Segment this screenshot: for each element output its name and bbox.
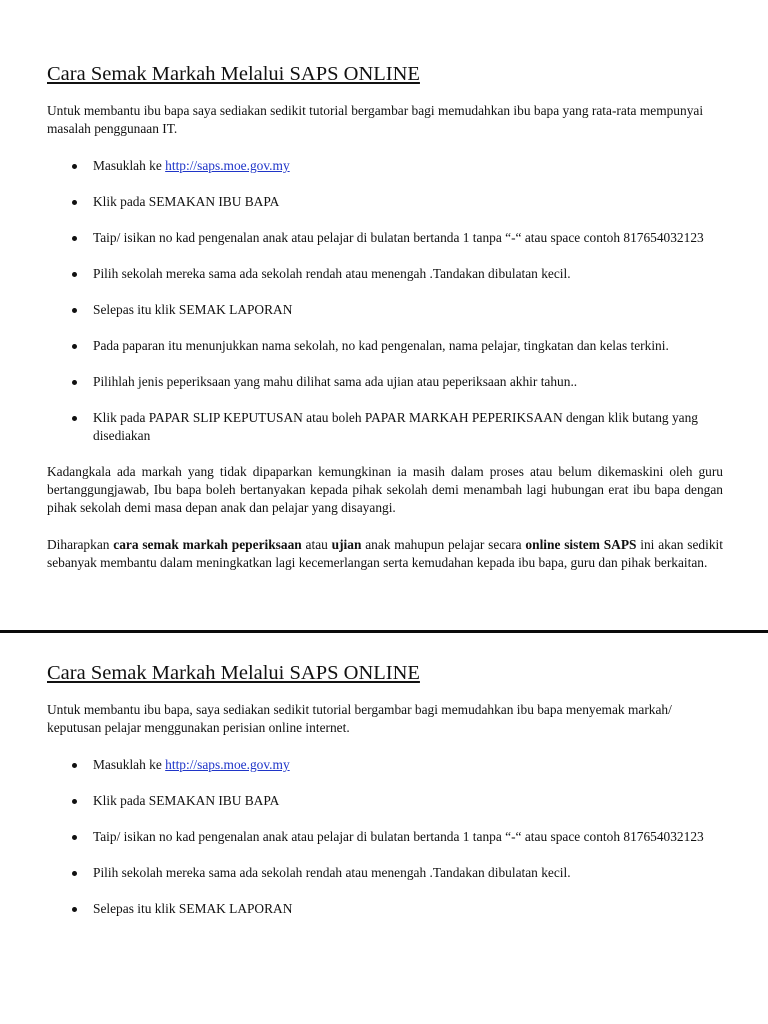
list-item (47, 409, 723, 445)
bullet-icon (72, 380, 77, 385)
bullet-icon (72, 835, 77, 840)
bullet-icon (72, 200, 77, 205)
note-paragraph: Kadangkala ada markah yang tidak dipaparkan kemungkinan ia masih dalam proses atau belum dikemaskini oleh guru bertanggungjawab, Ibu bapa boleh bertanyakan kepada pihak sekolah demi menambah lagi hubungan erat ibu bapa dengan pihak sekolah demi masa depan anak dan pelajar yang disayangi. (47, 464, 723, 515)
list-item (47, 301, 723, 319)
list-item (47, 265, 723, 283)
step-text: Klik pada SEMAKAN IBU BAPA (93, 194, 280, 209)
list-item (47, 157, 723, 175)
list-item (47, 193, 723, 211)
closing-text: anak mahupun pelajar secara (361, 537, 526, 552)
bullet-icon (72, 871, 77, 876)
list-item (47, 792, 723, 810)
step-text: Pilih sekolah mereka sama ada sekolah rendah atau menengah .Tandakan dibulatan kecil. (93, 865, 571, 880)
closing-text: ini akan sedikit sebanyak membantu dalam meningkatkan lagi kecemerlangan serta kemudahan kepada ibu bapa, guru dan pihak berkaitan. (47, 537, 723, 570)
step-text: Pilih sekolah mereka sama ada sekolah rendah atau menengah .Tandakan dibulatan kecil. (93, 266, 571, 281)
bullet-icon (72, 272, 77, 277)
bullet-icon (72, 907, 77, 912)
step-text: Selepas itu klik SEMAK LAPORAN (93, 302, 293, 317)
list-item (47, 900, 723, 918)
step-text: Pada paparan itu menunjukkan nama sekolah, no kad pengenalan, nama pelajar, tingkatan dan kelas terkini. (93, 338, 669, 353)
list-item (47, 373, 723, 391)
step-prefix: Masuklah ke (93, 158, 166, 173)
bullet-icon (72, 236, 77, 241)
step-text: Taip/ isikan no kad pengenalan anak atau pelajar di bulatan bertanda 1 tanpa “-“ atau space contoh 817654032123 (93, 230, 704, 245)
bullet-icon (72, 799, 77, 804)
closing-bold-text: ujian (331, 537, 362, 552)
closing-bold-text: cara semak markah peperiksaan (113, 537, 302, 552)
list-item (47, 828, 723, 846)
page-divider (0, 630, 768, 633)
bullet-icon (72, 344, 77, 349)
list-item (47, 756, 723, 774)
list-item (47, 864, 723, 882)
step-prefix: Masuklah ke (93, 757, 166, 772)
intro-paragraph: Untuk membantu ibu bapa, saya sediakan sedikit tutorial bergambar bagi memudahkan ibu bapa menyemak markah/ keputusan pelajar menggunakan perisian online internet. (47, 702, 672, 735)
step-text: Klik pada PAPAR SLIP KEPUTUSAN atau boleh PAPAR MARKAH PEPERIKSAAN dengan klik butang yang disediakan (93, 410, 698, 443)
steps-list (47, 756, 723, 918)
closing-bold-text: online sistem SAPS (525, 537, 637, 552)
closing-text: atau (301, 537, 332, 552)
step-text: Pilihlah jenis peperiksaan yang mahu dilihat sama ada ujian atau peperiksaan akhir tahun.. (93, 374, 578, 389)
bullet-icon (72, 763, 77, 768)
step-text: Taip/ isikan no kad pengenalan anak atau pelajar di bulatan bertanda 1 tanpa “-“ atau space contoh 817654032123 (93, 829, 704, 844)
step-text: Klik pada SEMAKAN IBU BAPA (93, 793, 280, 808)
closing-text: Diharapkan (47, 537, 114, 552)
saps-link[interactable]: http://saps.moe.gov.my (165, 757, 290, 772)
bullet-icon (72, 308, 77, 313)
bullet-icon (72, 416, 77, 421)
page-title: Cara Semak Markah Melalui SAPS ONLINE (47, 662, 420, 684)
saps-link[interactable]: http://saps.moe.gov.my (165, 158, 290, 173)
steps-list (47, 157, 723, 445)
page-title: Cara Semak Markah Melalui SAPS ONLINE (47, 63, 420, 85)
step-text: Selepas itu klik SEMAK LAPORAN (93, 901, 293, 916)
list-item (47, 337, 723, 355)
closing-paragraph (47, 536, 723, 572)
document-page-2 (47, 661, 723, 936)
document-page-1 (47, 62, 723, 572)
intro-paragraph: Untuk membantu ibu bapa saya sediakan sedikit tutorial bergambar bagi memudahkan ibu bapa yang rata-rata mempunyai masalah penggunaan IT. (47, 103, 704, 136)
bullet-icon (72, 164, 77, 169)
list-item (47, 229, 723, 247)
